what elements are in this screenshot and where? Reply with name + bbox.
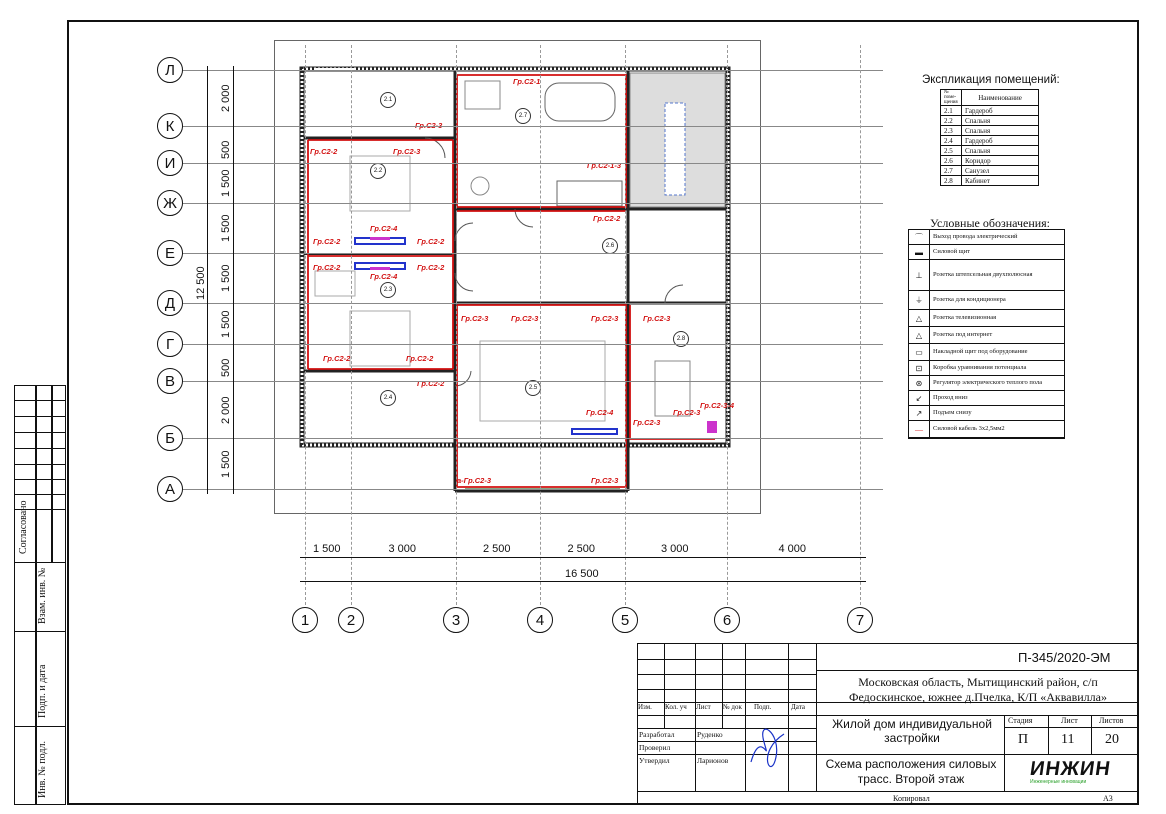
- dim-line: [207, 66, 208, 494]
- room-label: 2.1: [380, 92, 396, 108]
- legend-row: [909, 391, 1064, 406]
- grid-row-line: [183, 163, 883, 164]
- wire-down-icon: ↙: [909, 391, 930, 405]
- format-label: А3: [1103, 794, 1113, 803]
- legend-row: [909, 245, 1064, 260]
- total-height-dim: 12 500: [195, 266, 207, 300]
- legend-text: Проход вниз: [933, 394, 968, 401]
- legend-row: [909, 361, 1064, 376]
- expl-name: Коридор: [962, 156, 1039, 166]
- side-stamp-strip: [14, 385, 66, 805]
- name-approver: Ларионов: [697, 756, 729, 765]
- circuit-label: Гр.С2-4: [370, 224, 398, 233]
- grid-col-line: [860, 45, 861, 605]
- grid-row-bubble: И: [157, 150, 183, 176]
- circuit-label: Гр.С2-2: [406, 354, 434, 363]
- expl-num: 2.2: [941, 116, 962, 126]
- grid-row-line: [183, 126, 883, 127]
- room-label: 2.7: [515, 108, 531, 124]
- grid-col-line: [305, 45, 306, 605]
- expl-row: [941, 126, 1039, 136]
- stage-value: П: [1018, 732, 1029, 747]
- sheets-value: 20: [1105, 732, 1119, 747]
- row-dim: 1 500: [220, 264, 232, 292]
- explication-title: Экспликация помещений:: [922, 74, 1060, 86]
- sheet-value: 11: [1061, 732, 1075, 747]
- room-label: 2.6: [602, 238, 618, 254]
- row-dim: 500: [220, 140, 232, 159]
- row-dim: 1 500: [220, 449, 232, 478]
- row-dim: 1 500: [220, 169, 232, 197]
- expl-name: Спальня: [962, 116, 1039, 126]
- room-label: 2.5: [525, 380, 541, 396]
- explication-table: [940, 89, 1039, 186]
- grid-row-bubble: К: [157, 113, 183, 139]
- col-dim: 2 500: [567, 543, 596, 555]
- name-developer: Руденко: [697, 730, 723, 739]
- circuit-label: a-Гр.С2-3: [457, 476, 492, 485]
- grid-row-bubble: Ж: [157, 190, 183, 216]
- circuit-label: Гр.С2-3-4: [700, 401, 735, 410]
- grid-row-line: [183, 303, 883, 304]
- expl-row: [941, 166, 1039, 176]
- grid-col-bubble: 3: [443, 607, 469, 633]
- circuit-label: Гр.С2-3: [415, 121, 443, 130]
- expl-row: [941, 146, 1039, 156]
- legend-row: [909, 421, 1064, 438]
- row-dim: 2 000: [220, 395, 232, 424]
- sign-date-label: Подп. и дата: [37, 664, 48, 718]
- circuit-label: Гр.С2-2: [417, 379, 445, 388]
- header-kol: Кол. уч: [665, 703, 687, 711]
- role-approver: Утвердил: [639, 756, 670, 765]
- grid-row-line: [183, 489, 883, 490]
- copied-label: Копировал: [893, 794, 930, 803]
- circuit-label: Гр.С2-2: [417, 237, 445, 246]
- expl-row: [941, 176, 1039, 186]
- project-address: Московская область, Мытищинский район, с/п Федоскинское, южнее д.Пчелка, К/П «Аквавилла»: [849, 675, 1107, 704]
- floor-heating-regulator-icon: ⊛: [909, 376, 930, 390]
- total-width-dim: 16 500: [565, 568, 599, 580]
- circuit-label: Гр.С2-2: [310, 147, 338, 156]
- room-label: 2.4: [380, 390, 396, 406]
- signature: [746, 722, 788, 772]
- legend-text: Силовой щит: [933, 248, 971, 255]
- circuit-label: Гр.С2-4: [586, 408, 614, 417]
- col-dim: 2 500: [483, 543, 511, 555]
- expl-name: Спальня: [962, 126, 1039, 136]
- grid-row-bubble: Л: [157, 57, 183, 83]
- dim-line: [233, 66, 234, 494]
- grid-row-line: [183, 438, 883, 439]
- grid-col-line: [625, 45, 626, 605]
- col-dim: 3 000: [661, 543, 689, 555]
- title-block: [637, 643, 1138, 804]
- grid-col-line: [456, 45, 457, 605]
- header-doc: № док: [723, 703, 742, 711]
- legend-text: Подъем снизу: [933, 409, 972, 416]
- expl-num: 2.4: [941, 136, 962, 146]
- grid-row-bubble: Е: [157, 240, 183, 266]
- legend-row: [909, 344, 1064, 361]
- row-dim: 500: [220, 358, 232, 377]
- circuit-label: Гр.С2-2: [323, 354, 351, 363]
- grid-row-bubble: Д: [157, 290, 183, 316]
- circuit-label: Гр.С2-2: [313, 237, 341, 246]
- sheets-label: Листов: [1099, 716, 1124, 725]
- role-checker: Проверил: [639, 743, 671, 752]
- project-code: П-345/2020-ЭМ: [1018, 650, 1111, 665]
- expl-row: [941, 106, 1039, 116]
- legend-row: [909, 260, 1064, 291]
- grid-row-bubble: В: [157, 368, 183, 394]
- expl-row: [941, 136, 1039, 146]
- circuit-label: Гр.С2-4: [370, 272, 398, 281]
- grid-row-bubble: Г: [157, 331, 183, 357]
- grid-row-line: [183, 381, 883, 382]
- circuit-label: Гр.С2-3: [643, 314, 671, 323]
- grid-row-line: [183, 203, 883, 204]
- wire-outlet-icon: ⌒: [909, 230, 930, 244]
- col-dim: 4 000: [778, 543, 807, 555]
- circuit-label: Гр.С2-3: [461, 314, 489, 323]
- double-socket-icon: ⊥: [909, 260, 930, 290]
- header-date: Дата: [791, 703, 805, 711]
- legend-row: [909, 376, 1064, 391]
- circuit-label: Гр.С2-1: [513, 77, 541, 86]
- circuit-label: Гр.С2-3: [591, 314, 619, 323]
- circuit-label: Гр.С2-3: [511, 314, 539, 323]
- expl-num: 2.6: [941, 156, 962, 166]
- circuit-label: Гр.С2-2: [313, 263, 341, 272]
- grid-col-bubble: 7: [847, 607, 873, 633]
- grid-col-bubble: 6: [714, 607, 740, 633]
- circuit-label: Гр.С2-3: [591, 476, 619, 485]
- header-izm: Изм.: [638, 703, 652, 711]
- grid-row-bubble: Б: [157, 425, 183, 451]
- legend-text: Розетка для кондиционера: [933, 296, 1006, 303]
- expl-num: 2.1: [941, 106, 962, 116]
- grid-col-line: [727, 45, 728, 605]
- legend-title: Условные обозначения:: [930, 216, 1051, 230]
- circuit-label: Гр.С2-2: [417, 263, 445, 272]
- expl-num: 2.3: [941, 126, 962, 136]
- grid-col-bubble: 1: [292, 607, 318, 633]
- cable-line-icon: —: [909, 421, 930, 437]
- floor-plan: [274, 40, 761, 514]
- header-list: Лист: [696, 703, 711, 711]
- expl-header-num: № поме- щения: [941, 90, 962, 106]
- grid-row-line: [183, 70, 883, 71]
- stage-label: Стадия: [1008, 716, 1033, 725]
- row-dim: 1 500: [220, 309, 232, 338]
- legend-row: [909, 327, 1064, 344]
- legend-table: [908, 229, 1065, 439]
- grid-col-bubble: 4: [527, 607, 553, 633]
- expl-row: [941, 156, 1039, 166]
- row-dim: 2 000: [220, 84, 232, 112]
- circuit-label: Гр.С2-3: [673, 408, 701, 417]
- grid-row-line: [183, 253, 883, 254]
- legend-text: Накладной щит под оборудование: [933, 348, 1028, 355]
- inv-replace-label: Взам. инв. №: [37, 567, 48, 624]
- legend-row: [909, 310, 1064, 327]
- room-label: 2.8: [673, 331, 689, 347]
- circuit-label: Гр.С2-1-3: [587, 161, 622, 170]
- junction-box-icon: ⊡: [909, 361, 930, 375]
- expl-name: Спальня: [962, 146, 1039, 156]
- legend-text: Выход провода электрический: [933, 233, 1018, 240]
- sheet-label: Лист: [1061, 716, 1078, 725]
- legend-text: Розетка под интернет: [933, 331, 993, 338]
- company-logo: ИНЖИН Инженерные инновации: [1028, 758, 1113, 785]
- dim-line: [300, 557, 866, 558]
- surface-panel-icon: ▭: [909, 344, 930, 360]
- expl-header-name: Наименование: [962, 90, 1039, 106]
- circuit-label: Гр.С2-3: [393, 147, 421, 156]
- expl-num: 2.7: [941, 166, 962, 176]
- power-panel-icon: ▬: [909, 245, 930, 259]
- expl-name: Санузел: [962, 166, 1039, 176]
- grid-col-bubble: 2: [338, 607, 364, 633]
- legend-row: [909, 291, 1064, 310]
- expl-name: Гардероб: [962, 106, 1039, 116]
- col-dim: 3 000: [388, 543, 417, 555]
- expl-name: Гардероб: [962, 136, 1039, 146]
- col-dim: 1 500: [313, 543, 341, 555]
- expl-num: 2.8: [941, 176, 962, 186]
- grid-col-bubble: 5: [612, 607, 638, 633]
- legend-text: Розетка телевизионная: [933, 314, 997, 321]
- agreed-label: Согласовано: [18, 500, 29, 554]
- header-sign: Подп.: [754, 703, 772, 711]
- circuit-label: Гр.С2-2: [593, 214, 621, 223]
- grid-col-line: [351, 45, 352, 605]
- object-name: Жилой дом индивидуальной застройки: [832, 717, 992, 745]
- expl-num: 2.5: [941, 146, 962, 156]
- legend-text: Регулятор электрического теплого пола: [933, 379, 1043, 386]
- grid-row-bubble: А: [157, 476, 183, 502]
- internet-socket-icon: △: [909, 327, 930, 343]
- ground-socket-icon: ⏚: [909, 291, 930, 309]
- room-label: 2.3: [380, 282, 396, 298]
- expl-row: [941, 116, 1039, 126]
- legend-text: Силовой кабель 3х2,5мм2: [933, 425, 1005, 432]
- wire-up-icon: ↗: [909, 406, 930, 420]
- legend-row: [909, 406, 1064, 421]
- role-developer: Разработал: [639, 730, 675, 739]
- legend-row: [909, 230, 1064, 245]
- inv-orig-label: Инв. № подл.: [37, 741, 48, 798]
- row-dim: 1 500: [220, 214, 232, 242]
- legend-text: Розетка штепсельная двухполюсная: [933, 271, 1033, 278]
- circuit-label: Гр.С2-3: [633, 418, 661, 427]
- grid-row-line: [183, 344, 883, 345]
- legend-text: Коробка уравнивания потенциала: [933, 364, 1027, 371]
- tv-socket-icon: △: [909, 310, 930, 326]
- grid-col-line: [540, 45, 541, 605]
- sheet-title: Схема расположения силовых трасс. Второй этаж: [825, 757, 997, 786]
- expl-name: Кабинет: [962, 176, 1039, 186]
- dim-line: [300, 581, 866, 582]
- room-label: 2.2: [370, 163, 386, 179]
